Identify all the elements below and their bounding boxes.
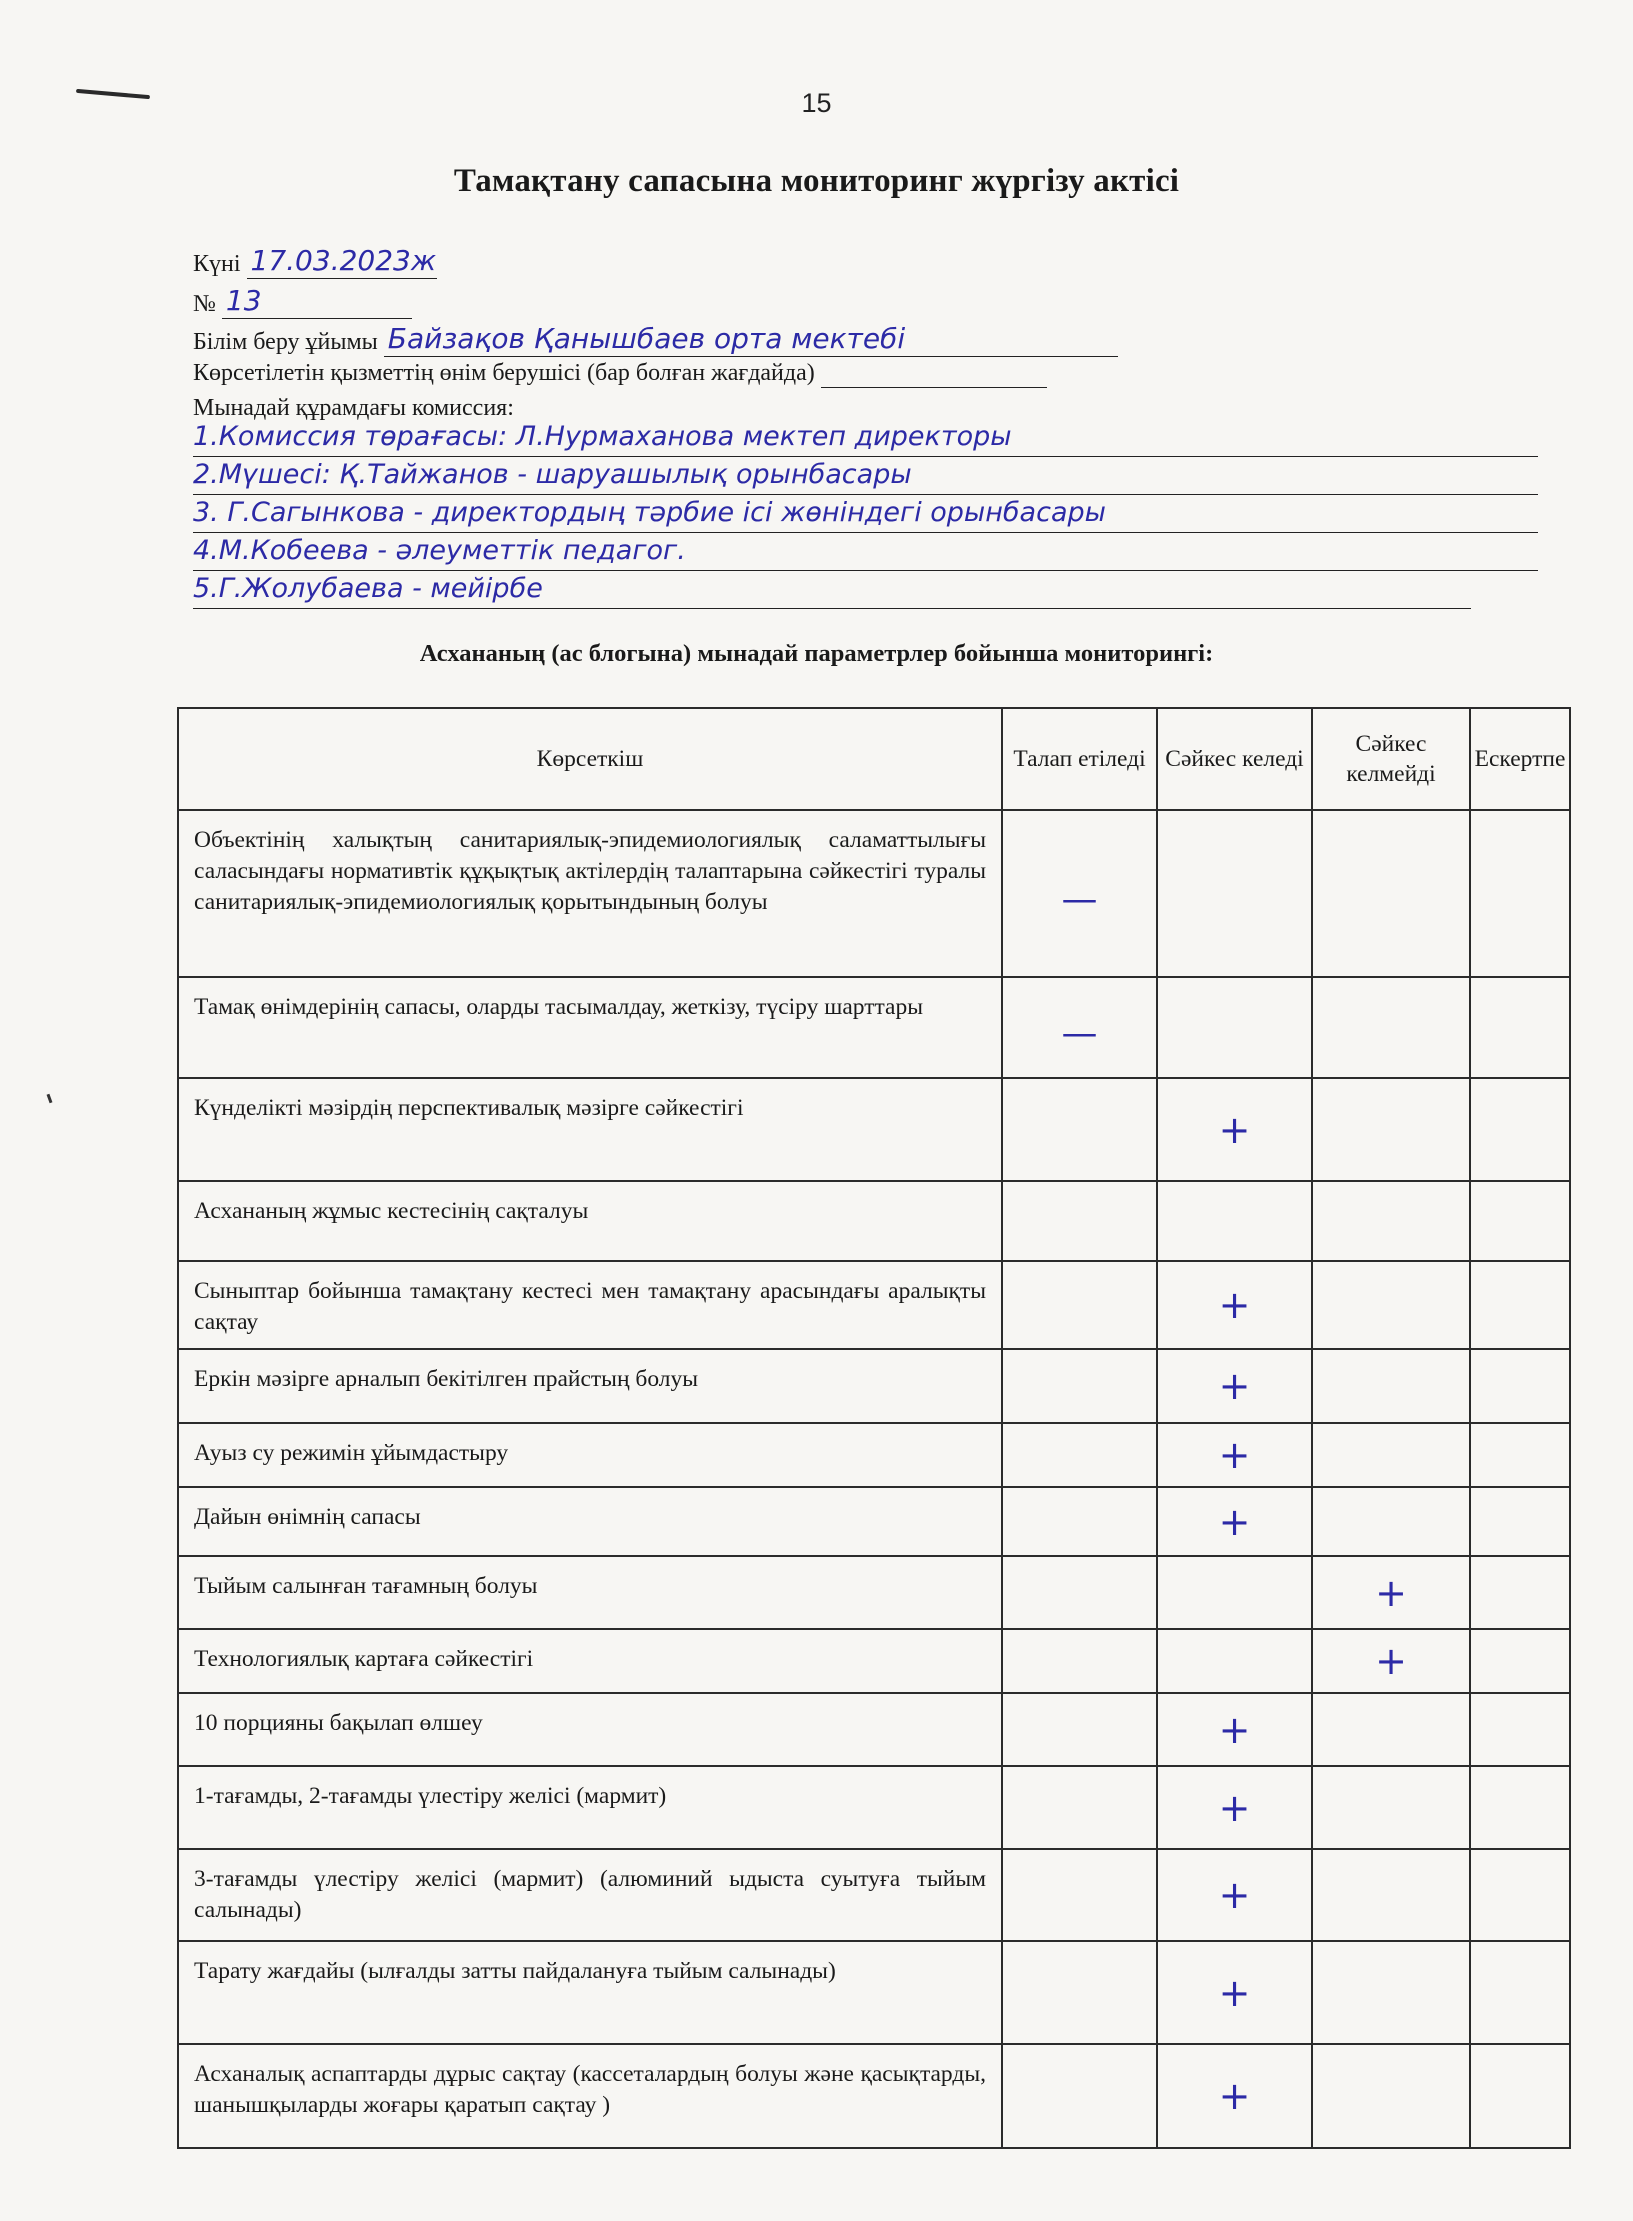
indicator-cell: 3-тағамды үлестіру желісі (мармит) (алюминий ыдыста суытуға тыйым салынады) [178, 1849, 1002, 1941]
table-row [178, 1078, 1570, 1181]
required-mark [1002, 1423, 1157, 1487]
required-mark: — [1002, 810, 1157, 977]
table-row [178, 1261, 1570, 1349]
complies-mark: + [1157, 1693, 1312, 1766]
complies-mark: + [1157, 1487, 1312, 1556]
organization-label: Білім беру ұйымы [193, 329, 378, 355]
not-complies-mark: + [1312, 1556, 1470, 1629]
provider-line [193, 358, 1047, 388]
note-cell [1470, 977, 1570, 1078]
table-row [178, 1487, 1570, 1556]
indicator-cell: 1-тағамды, 2-тағамды үлестіру желісі (мармит) [178, 1766, 1002, 1849]
complies-mark: + [1157, 1766, 1312, 1849]
table-header-row [178, 708, 1570, 810]
complies-mark: + [1157, 1941, 1312, 2044]
not-complies-mark [1312, 810, 1470, 977]
complies-mark: + [1157, 1849, 1312, 1941]
organization-line [193, 322, 1118, 357]
commission-member: 3. Г.Сагынкова - директордың тәрбие ісі жөніндегі орынбасары [193, 494, 1538, 533]
complies-mark [1157, 1556, 1312, 1629]
number-label: № [193, 291, 216, 317]
indicator-cell: Тарату жағдайы (ылғалды затты пайдалануға тыйым салынады) [178, 1941, 1002, 2044]
complies-mark: + [1157, 1423, 1312, 1487]
required-mark [1002, 1941, 1157, 2044]
not-complies-mark [1312, 1423, 1470, 1487]
required-mark [1002, 1556, 1157, 1629]
indicator-cell: Технологиялық картаға сәйкестігі [178, 1629, 1002, 1693]
not-complies-mark [1312, 2044, 1470, 2148]
indicator-cell: Асхананың жұмыс кестесінің сақталуы [178, 1181, 1002, 1261]
date-label: Күні [193, 251, 241, 277]
not-complies-mark [1312, 1849, 1470, 1941]
not-complies-mark [1312, 977, 1470, 1078]
document-title: Тамақтану сапасына мониторинг жүргізу актісі [453, 163, 1180, 199]
note-cell [1470, 1629, 1570, 1693]
required-mark [1002, 1629, 1157, 1693]
provider-label: Көрсетілетін қызметтің өнім берушісі (бар болған жағдайда) [193, 360, 815, 386]
indicator-cell: Сыныптар бойынша тамақтану кестесі мен тамақтану арасындағы аралықты сақтау [178, 1261, 1002, 1349]
table-row [178, 1941, 1570, 2044]
complies-mark [1157, 977, 1312, 1078]
complies-mark [1157, 1629, 1312, 1693]
note-cell [1470, 1766, 1570, 1849]
complies-mark: + [1157, 2044, 1312, 2148]
indicator-cell: 10 порцияны бақылап өлшеу [178, 1693, 1002, 1766]
note-cell [1470, 1556, 1570, 1629]
table-row [178, 1629, 1570, 1693]
table-row [178, 977, 1570, 1078]
commission-member: 4.М.Кобеева - әлеуметтік педагог. [193, 532, 1538, 571]
not-complies-mark [1312, 1941, 1470, 2044]
page-number: 15 [801, 88, 832, 118]
required-mark [1002, 1349, 1157, 1423]
note-cell [1470, 2044, 1570, 2148]
ink-dot [47, 1094, 53, 1103]
not-complies-mark [1312, 1487, 1470, 1556]
indicator-cell: Дайын өнімнің сапасы [178, 1487, 1002, 1556]
required-mark [1002, 1849, 1157, 1941]
not-complies-mark [1312, 1181, 1470, 1261]
date-value: 17.03.2023ж [247, 244, 437, 279]
table-row [178, 1556, 1570, 1629]
header-indicator: Көрсеткіш [178, 708, 1002, 810]
indicator-cell: Тыйым салынған тағамның болуы [178, 1556, 1002, 1629]
header-complies: Сәйкес келеді [1157, 708, 1312, 810]
note-cell [1470, 1693, 1570, 1766]
note-cell [1470, 1941, 1570, 2044]
indicator-cell: Күнделікті мәзірдің перспективалық мәзірге сәйкестігі [178, 1078, 1002, 1181]
organization-value: Байзақов Қанышбаев орта мектебі [384, 322, 1118, 357]
table-row [178, 1849, 1570, 1941]
not-complies-mark [1312, 1766, 1470, 1849]
table-row [178, 1766, 1570, 1849]
note-cell [1470, 1261, 1570, 1349]
date-line [193, 244, 437, 279]
note-cell [1470, 1349, 1570, 1423]
indicator-cell: Еркін мәзірге арналып бекітілген прайстың болуы [178, 1349, 1002, 1423]
table-row [178, 1693, 1570, 1766]
commission-label: Мынадай құрамдағы комиссия: [193, 395, 514, 421]
complies-mark: + [1157, 1349, 1312, 1423]
required-mark [1002, 1078, 1157, 1181]
table-row [178, 1349, 1570, 1423]
table-row [178, 2044, 1570, 2148]
header-note: Ескертпе [1470, 708, 1570, 810]
indicator-cell: Тамақ өнімдерінің сапасы, оларды тасымалдау, жеткізу, түсіру шарттары [178, 977, 1002, 1078]
note-cell [1470, 1849, 1570, 1941]
complies-mark: + [1157, 1261, 1312, 1349]
table-row [178, 1181, 1570, 1261]
note-cell [1470, 1487, 1570, 1556]
table-row [178, 810, 1570, 977]
note-cell [1470, 1078, 1570, 1181]
not-complies-mark: + [1312, 1629, 1470, 1693]
header-not-complies: Сәйкес келмейді [1312, 708, 1470, 810]
required-mark [1002, 1261, 1157, 1349]
note-cell [1470, 1181, 1570, 1261]
provider-blank [821, 363, 1047, 388]
not-complies-mark [1312, 1261, 1470, 1349]
complies-mark: + [1157, 1078, 1312, 1181]
required-mark [1002, 1766, 1157, 1849]
section-heading: Асхананың (ас блогына) мынадай параметрлер бойынша мониторингі: [419, 640, 1214, 667]
note-cell [1470, 1423, 1570, 1487]
number-line [193, 284, 412, 319]
note-cell [1470, 810, 1570, 977]
number-value: 13 [222, 284, 412, 319]
complies-mark [1157, 810, 1312, 977]
not-complies-mark [1312, 1078, 1470, 1181]
complies-mark [1157, 1181, 1312, 1261]
commission-member: 1.Комиссия төрағасы: Л.Нурмаханова мектеп директоры [193, 418, 1538, 457]
required-mark: — [1002, 977, 1157, 1078]
commission-member: 5.Г.Жолубаева - мейірбе [193, 570, 1471, 609]
header-required: Талап етіледі [1002, 708, 1157, 810]
required-mark [1002, 2044, 1157, 2148]
not-complies-mark [1312, 1349, 1470, 1423]
not-complies-mark [1312, 1693, 1470, 1766]
commission-member: 2.Мүшесі: Қ.Тайжанов - шаруашылық орынбасары [193, 456, 1538, 495]
indicator-cell: Ауыз су режимін ұйымдастыру [178, 1423, 1002, 1487]
table-row [178, 1423, 1570, 1487]
required-mark [1002, 1181, 1157, 1261]
indicator-cell: Объектінің халықтың санитариялық-эпидемиологиялық саламаттылығы саласындағы нормативтік құқықтық актілердің талаптарына сәйкестігі туралы санитариялық-эпидемиологиялық қорытындының болуы [178, 810, 1002, 977]
required-mark [1002, 1693, 1157, 1766]
indicator-cell: Асханалық аспаптарды дұрыс сақтау (кассеталардың болуы және қасықтарды, шанышқыларды жоғары қаратып сақтау ) [178, 2044, 1002, 2148]
required-mark [1002, 1487, 1157, 1556]
monitoring-table [177, 707, 1571, 2149]
